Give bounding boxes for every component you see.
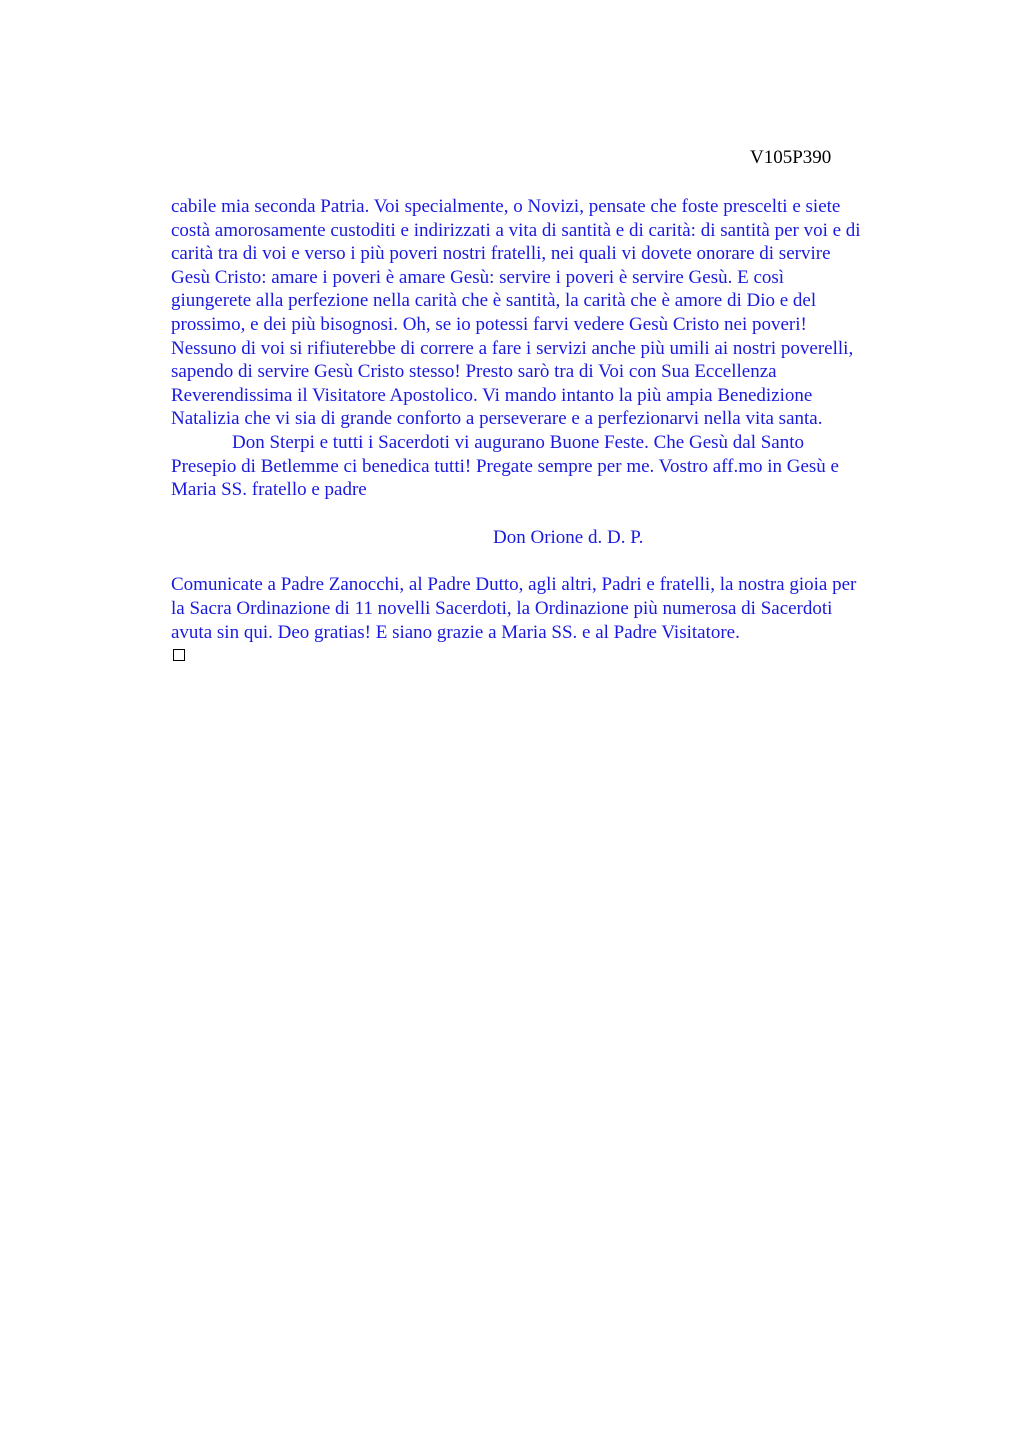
- page-identifier: V105P390: [750, 147, 832, 168]
- text-line: avuta sin qui. Deo gratias! E siano grazie a Maria SS. e al Padre Visitatore.: [171, 621, 740, 643]
- text-line: giungerete alla perfezione nella carità che è santità, la carità che è amore di Dio e del: [171, 290, 817, 312]
- text-line: Maria SS. fratello e padre: [171, 479, 367, 501]
- text-line: costà amorosamente custoditi e indirizzati a vita di santità e di carità: di santità per voi e di: [171, 219, 861, 241]
- paragraph-main: [171, 195, 931, 431]
- text-line: Presepio di Betlemme ci benedica tutti! Pregate sempre per me. Vostro aff.mo in Gesù e: [171, 455, 839, 477]
- text-line: Reverendissima il Visitatore Apostolico. Vi mando intanto la più ampia Benedizione: [171, 384, 813, 406]
- text-line: sapendo di servire Gesù Cristo stesso! Presto sarò tra di Voi con Sua Eccellenza: [171, 361, 777, 383]
- text-line: Nessuno di voi si rifiuterebbe di correre a fare i servizi anche più umili ai nostri poverelli,: [171, 337, 854, 359]
- signature: Don Orione d. D. P.: [493, 526, 644, 548]
- text-line: Comunicate a Padre Zanocchi, al Padre Dutto, agli altri, Padri e fratelli, la nostra gioia per: [171, 574, 857, 596]
- letter-body: [171, 195, 931, 644]
- text-line: la Sacra Ordinazione di 11 novelli Sacerdoti, la Ordinazione più numerosa di Sacerdoti: [171, 597, 833, 619]
- end-marker-box-icon: [173, 649, 185, 661]
- text-line: carità tra di voi e verso i più poveri nostri fratelli, nei quali vi dovete onorare di servire: [171, 243, 831, 265]
- paragraph-greetings: [171, 431, 931, 502]
- text-line: Don Sterpi e tutti i Sacerdoti vi augurano Buone Feste. Che Gesù dal Santo: [232, 431, 805, 453]
- text-line: Natalizia che vi sia di grande conforto a perseverare e a perfezionarvi nella vita santa.: [171, 408, 823, 430]
- text-line: Gesù Cristo: amare i poveri è amare Gesù: servire i poveri è servire Gesù. E così: [171, 266, 785, 288]
- postscript: [171, 573, 931, 644]
- text-line: prossimo, e dei più bisognosi. Oh, se io potessi farvi vedere Gesù Cristo nei poveri!: [171, 313, 807, 335]
- text-line: cabile mia seconda Patria. Voi specialmente, o Novizi, pensate che foste prescelti e siete: [171, 196, 841, 217]
